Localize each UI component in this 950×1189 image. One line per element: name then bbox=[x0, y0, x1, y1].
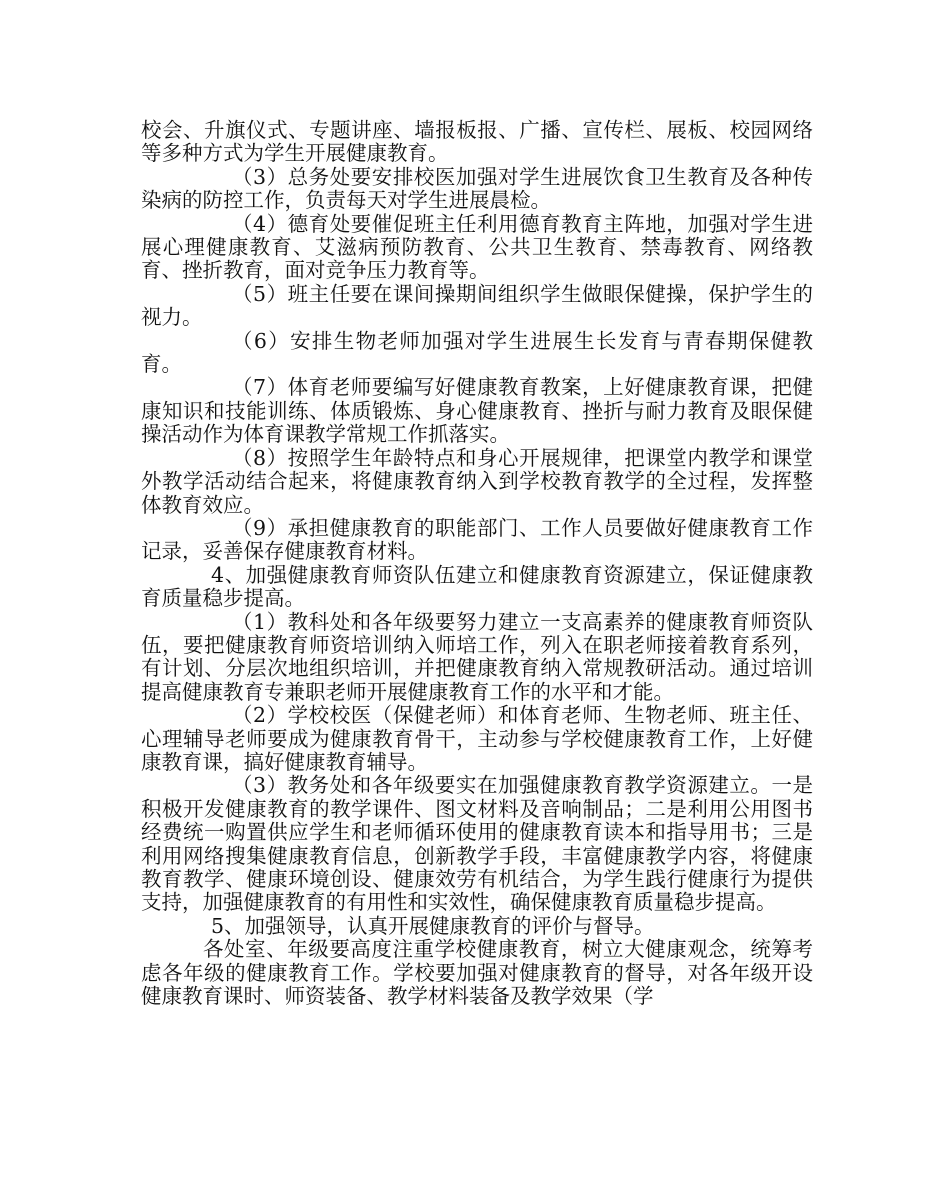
paragraph-3: （4）德育处要催促班主任利用德育教育主阵地，加强对学生进展心理健康教育、艾滋病预防教育、公共卫生教育、禁毒教育、网络教育、挫折教育，面对竞争压力教育等。 bbox=[141, 211, 813, 283]
paragraph-12: （3）教务处和各年级要实在加强健康教育教学资源建立。一是积极开发健康教育的教学课件、图文材料及音响制品；二是利用公用图书经费统一购置供应学生和老师循环使用的健康教育读本和指导用书；三是利用网络搜集健康教育信息，创新教学手段，丰富健康教学内容，将健康教育教学、健康环境创设、健康效劳有机结合，为学生践行健康行为提供支持，加强健康教育的有用性和实效性，确保健康教育质量稳步提高。 bbox=[141, 773, 813, 915]
paragraph-8: （9）承担健康教育的职能部门、工作人员要做好健康教育工作记录，妥善保存健康教育材料。 bbox=[141, 515, 813, 564]
paragraph-7: （8）按照学生年龄特点和身心开展规律，把课堂内教学和课堂外教学活动结合起来，将健康教育纳入到学校教育教学的全过程，发挥整体教育效应。 bbox=[141, 445, 813, 517]
paragraph-14: 各处室、年级要高度注重学校健康教育，树立大健康观念，统筹考虑各年级的健康教育工作。学校要加强对健康教育的督导，对各年级开设健康教育课时、师资装备、教学材料装备及教学效果（学 bbox=[141, 937, 813, 1009]
section-heading-4: 4、加强健康教育师资队伍建立和健康教育资源建立，保证健康教育质量稳步提高。 bbox=[141, 562, 813, 611]
paragraph-4: （5）班主任要在课间操期间组织学生做眼保健操，保护学生的视力。 bbox=[141, 281, 813, 330]
paragraph-11: （2）学校校医（保健老师）和体育老师、生物老师、班主任、心理辅导老师要成为健康教育骨干，主动参与学校健康教育工作，上好健康教育课，搞好健康教育辅导。 bbox=[141, 703, 813, 774]
paragraph-5: （6）安排生物老师加强对学生进展生长发育与青春期保健教育。 bbox=[141, 328, 813, 377]
document-page bbox=[141, 119, 813, 1008]
paragraph-2: （3）总务处要安排校医加强对学生进展饮食卫生教育及各种传染病的防控工作，负责每天对学生进展晨检。 bbox=[141, 164, 813, 213]
section-heading-5: 5、加强领导，认真开展健康教育的评价与督导。 bbox=[211, 913, 655, 938]
paragraph-6: （7）体育老师要编写好健康教育教案，上好健康教育课，把健康知识和技能训练、体质锻炼、身心健康教育、挫折与耐力教育及眼保健操活动作为体育课教学常规工作抓落实。 bbox=[141, 375, 813, 447]
paragraph-10: （1）教科处和各年级要努力建立一支高素养的健康教育师资队伍，要把健康教育师资培训纳入师培工作，列入在职老师接着教育系列，有计划、分层次地组织培训，并把健康教育纳入常规教研活动。通过培训提高健康教育专兼职老师开展健康教育工作的水平和才能。 bbox=[141, 609, 813, 704]
paragraph-1: 校会、升旗仪式、专题讲座、墙报板报、广播、宣传栏、展板、校园网络等多种方式为学生开展健康教育。 bbox=[141, 118, 813, 166]
